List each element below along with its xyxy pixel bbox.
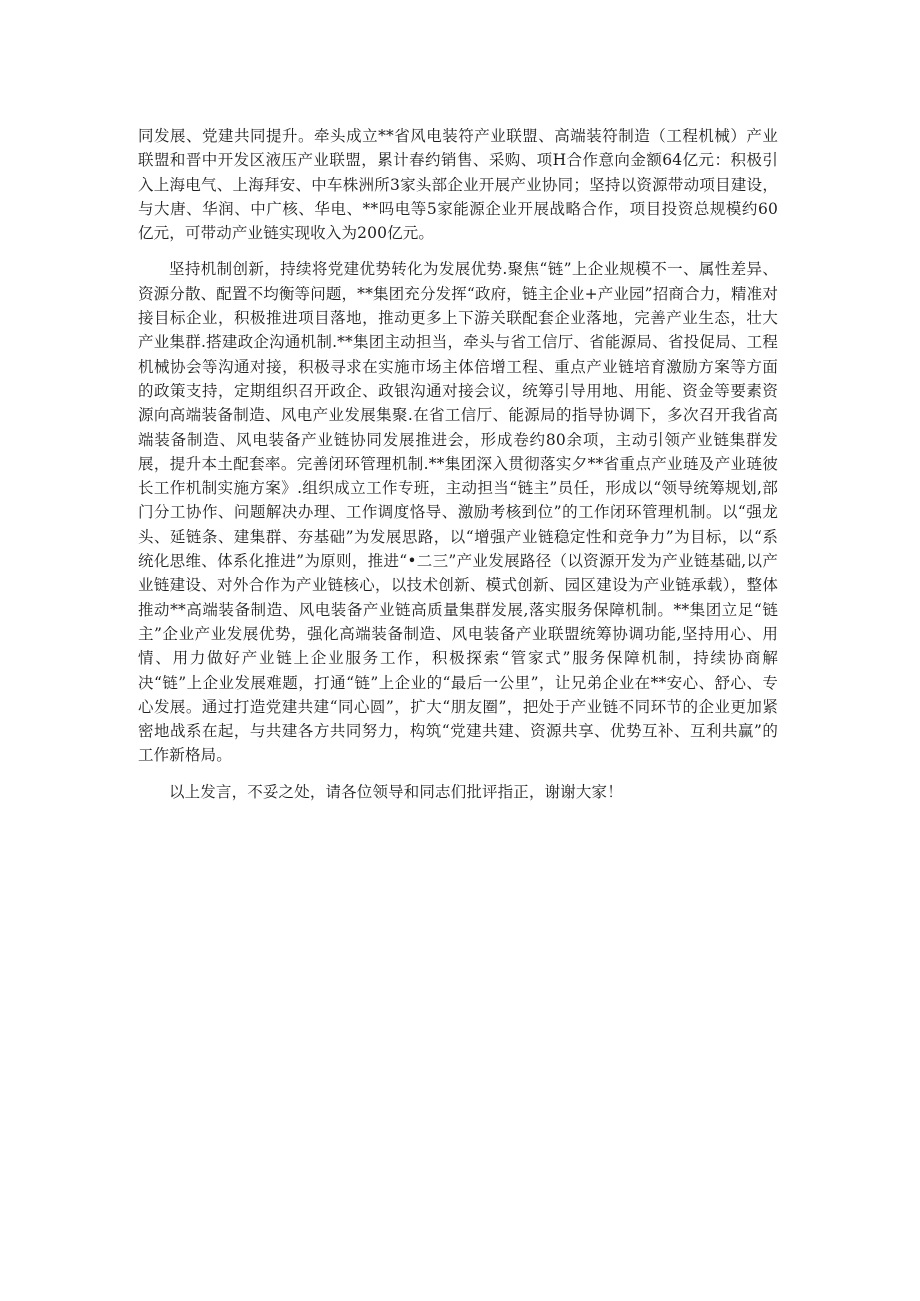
document-body xyxy=(138,124,778,816)
paragraph-continuation: 同发展、党建共同提升。牵头成立**省风电装符产业联盟、高端装符制造（工程机械）产业联盟和晋中开发区液压产业联盟，累计春约销售、采购、项H合作意向金额64亿元：积极引入上海电气、上海拜安、中车株洲所3家头部企业开展产业协同；坚持以资源带动项目建设，与大唐、华润、中广核、华电、**吗电等5家能源企业开展战略合作，项目投资总规模约60亿元，可带动产业链实现收入为200亿元。 xyxy=(138,127,778,243)
paragraph-mechanism-innovation: 坚持机制创新，持续将党建优势转化为发展优势.聚焦“链”上企业规模不一、属性差异、资源分散、配置不均衡等问题，**集团充分发挥“政府，链主企业+产业园”招商合力，精准对接目标企业，积极推进项目落地，推动更多上下游关联配套企业落地，完善产业生态，壮大产业集群.搭建政企沟通机制.**集团主动担当，牵头与省工信厅、省能源局、省投促局、工程机械协会等沟通对接，积极寻求在实施市场主体倍增工程、重点产业链培育激励方案等方面的政策支持，定期组织召开政企、政银沟通对接会议，统筹引导用地、用能、资金等要素资源向高端装备制造、风电产业发展集聚.在省工信厅、能源局的指导协调下，多次召开我省高端装备制造、风电装备产业链协同发展推进会，形成卷约80余项，主动引领产业链集群发展，提升本土配套率。完善闭环管理机制.**集团深入贯彻落实夕**省重点产业琏及产业琏彼长工作机制实施方案》.组织成立工作专班，主动担当“链主”员任，形成以“领导统筹规划,部门分工协作、问题解决办理、工作调度恪导、激励考核到位”的工作闭环管理机制。以“强龙头、延链条、建集群、夯基础”为发展思路，以“增强产业链稳定性和竞争力”为目标，以“系统化思维、体系化推进”为原则，推进“•二三”产业发展路径（以资源开发为产业链基础,以产业链建设、对外合作为产业链核心，以技术创新、模式创新、园区建设为产业链承载），整体推动**高端装备制造、风电装备产业链高质量集群发展,落实服务保障机制。**集团立足“链主”企业产业发展优势，强化高端装备制造、风电装备产业联盟统筹协调功能,坚持用心、用情、用力做好产业链上企业服务工作，积极探索“管家式”服务保障机制，持续协商解决“链”上企业发展难题，打通“链”上企业的“最后一公里”，让兄弟企业在**安心、舒心、专心发展。通过打造党建共建“同心圆”，扩大“朋友圈”，把处于产业链不同环节的企业更加紧密地战系在起，与共建各方共同努力，构筑“党建共建、资源共享、优势互补、互利共赢”的工作新格局。 xyxy=(138,260,778,765)
paragraph-closing: 以上发言，不妥之处，请各位领导和同志们批评指正，谢谢大家！ xyxy=(169,782,623,801)
